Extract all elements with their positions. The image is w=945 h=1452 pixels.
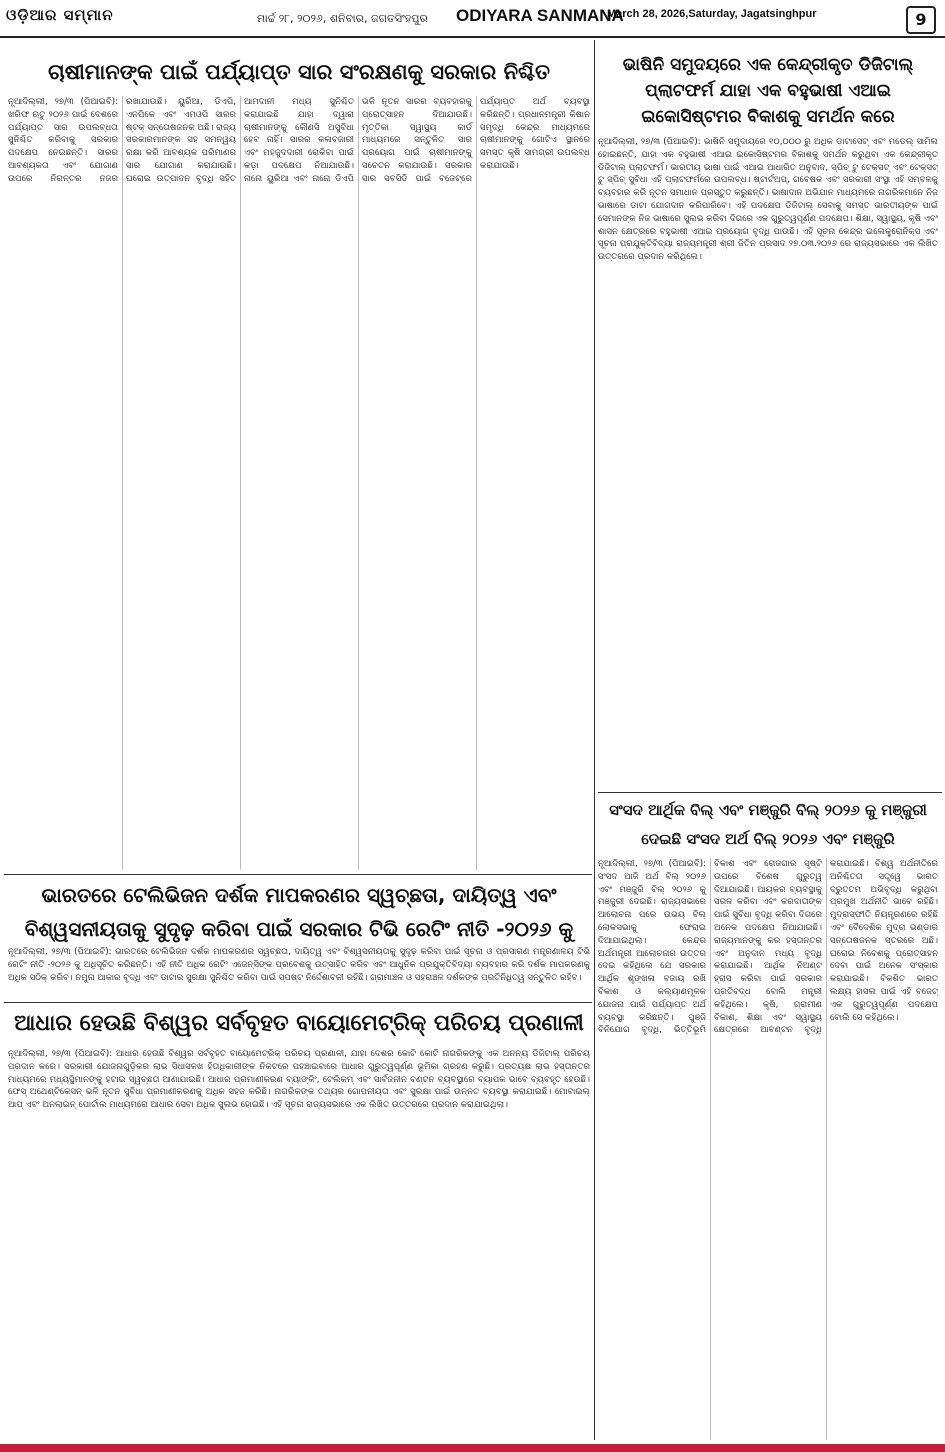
- date-english: March 28, 2026,Saturday, Jagatsinghpur: [607, 8, 817, 20]
- section-divider: [4, 874, 592, 875]
- article-finance-bill-body: ନୂଆଦିଲ୍ଲୀ, ୨୭/୩ (ପିଆଇବି): ସଂସଦ ଆଜି ଅର୍ଥ ବିଲ୍ ୨୦୨୬ ଏବଂ ମଞ୍ଜୁରି ବିଲ୍ ୨୦୨୬ କୁ ମଞ୍ଜୁରୀ ଦେଇଛି। ରାଜ୍ୟସଭାରେ ଆଲୋଚନା ପରେ ଉଭୟ ବିଲ୍ ଲୋକସଭାକୁ ଫେରାଇ ଦିଆଯାଇଥିଲା। କେନ୍ଦ୍ର ଅର୍ଥମନ୍ତ୍ରୀ ଆଲୋଚନାର ଉତ୍ତର ଦେଇ କହିଥିଲେ ଯେ ସରକାର ଆର୍ଥିକ ଶୃଙ୍ଖଳା ବଜାୟ ରଖି ବିକାଶ ଓ କଲ୍ୟାଣମୂଳକ ଯୋଜନା ପାଇଁ ପର୍ଯ୍ୟାପ୍ତ ଅର୍ଥ ବ୍ୟବସ୍ଥା କରିଛନ୍ତି। ପୁଞ୍ଜି ବିନିଯୋଗ ବୃଦ୍ଧି, ଭିତ୍ତିଭୂମି ବିକାଶ ଏବଂ ରୋଜଗାର ସୃଷ୍ଟି ଉପରେ ବିଶେଷ ଗୁରୁତ୍ୱ ଦିଆଯାଇଛି। ଆୟକର ବ୍ୟବସ୍ଥାକୁ ସରଳ କରିବା ଏବଂ କରଦାତାଙ୍କ ପାଇଁ ସୁବିଧା ବୃଦ୍ଧି କରିବା ଦିଗରେ ଅନେକ ପଦକ୍ଷେପ ନିଆଯାଇଛି। ରାଜ୍ୟମାନଙ୍କୁ କର ହସ୍ତାନ୍ତର ଏବଂ ଅନୁଦାନ ମଧ୍ୟ ବୃଦ୍ଧି କରାଯାଇଛି। ଆର୍ଥିକ ନିଅଣ୍ଟ ହ୍ରାସ କରିବା ପାଇଁ ସରକାର ପ୍ରତିବଦ୍ଧ ବୋଲି ମନ୍ତ୍ରୀ କହିଥିଲେ। କୃଷି, ଗ୍ରାମୀଣ ବିକାଶ, ଶିକ୍ଷା ଏବଂ ସ୍ୱାସ୍ଥ୍ୟ କ୍ଷେତ୍ରରେ ଆବଣ୍ଟନ ବୃଦ୍ଧି କରାଯାଇଛି। ବିଶ୍ୱ ଅର୍ଥନୀତିରେ ଅନିଶ୍ଚିତତା ସତ୍ତ୍ୱେ ଭାରତ ଦ୍ରୁତତମ ଅଭିବୃଦ୍ଧି କରୁଥିବା ପ୍ରମୁଖ ଅର୍ଥନୀତି ଭାବେ ରହିଛି। ମୁଦ୍ରାସ୍ଫୀତି ନିୟନ୍ତ୍ରଣରେ ରହିଛି ଏବଂ ବୈଦେଶିକ ମୁଦ୍ରା ଭଣ୍ଡାର ସନ୍ତୋଷଜନକ ସ୍ତରରେ ଅଛି। ଘରୋଇ ନିବେଶକୁ ପ୍ରୋତ୍ସାହନ ଦେବା ପାଇଁ ଅନେକ ସଂସ୍କାର କରାଯାଇଛି। ବିକଶିତ ଭାରତ ଲକ୍ଷ୍ୟ ହାସଲ ପାଇଁ ଏହି ବଜେଟ୍ ଏକ ଗୁରୁତ୍ୱପୂର୍ଣ୍ଣ ପଦକ୍ଷେପ ବୋଲି ସେ କହିଥିଲେ।: [598, 859, 938, 1036]
- article-fertilizer-body: ନୂଆଦିଲ୍ଲୀ, ୨୭/୩ (ପିଆଇବି): ଖରିଫ ଋତୁ ୨୦୨୬ ପାଇଁ ଦେଶରେ ପର୍ଯ୍ୟାପ୍ତ ସାର ଉପଲବ୍ଧତା ସୁନିଶ୍ଚିତ କରିବାକୁ ସରକାର ପଦକ୍ଷେପ ନେଇଛନ୍ତି। ସାରର ଆବଶ୍ୟକତା ଏବଂ ଯୋଗାଣ ଉପରେ ନିରନ୍ତର ନଜର ରଖାଯାଉଛି। ୟୁରିଆ, ଡିଏପି, ଏନପିକେ ଏବଂ ଏମଓପି ସାରର ଷ୍ଟକ୍ ସନ୍ତୋଷଜନକ ଅଛି। ରାଜ୍ୟ ସରକାରମାନଙ୍କ ସହ ସମନ୍ୱୟ ରକ୍ଷା କରି ଆବଶ୍ୟକ ପରିମାଣର ସାର ଯୋଗାଣ କରାଯାଉଛି। ଘରୋଇ ଉତ୍ପାଦନ ବୃଦ୍ଧି ସହିତ ଆମଦାନୀ ମଧ୍ୟ ସୁନିଶ୍ଚିତ କରାଯାଇଛି ଯାହା ଦ୍ୱାରା ଚାଷୀମାନଙ୍କୁ କୌଣସି ଅସୁବିଧା ହେବ ନାହିଁ। ସାରର କଳାବଜାରୀ ଏବଂ ମହଜୁଦଦାରୀ ରୋକିବା ପାଇଁ କଡ଼ା ପଦକ୍ଷେପ ନିଆଯାଉଛି। ନାନୋ ୟୁରିଆ ଏବଂ ନାନୋ ଡିଏପି ଭଳି ନୂତନ ସାରର ବ୍ୟବହାରକୁ ପ୍ରୋତ୍ସାହନ ଦିଆଯାଉଛି। ମୃତ୍ତିକା ସ୍ୱାସ୍ଥ୍ୟ କାର୍ଡ ମାଧ୍ୟମରେ ସନ୍ତୁଳିତ ସାର ପ୍ରୟୋଗ ପାଇଁ ଚାଷୀମାନଙ୍କୁ ସଚେତନ କରାଯାଉଛି। ସରକାର ସାର ସବସିଡି ପାଇଁ ବଜେଟ୍‌ରେ ପର୍ଯ୍ୟାପ୍ତ ଅର୍ଥ ବ୍ୟବସ୍ଥା କରିଛନ୍ତି। ପ୍ରଧାନମନ୍ତ୍ରୀ କିଷାନ ସମୃଦ୍ଧି କେନ୍ଦ୍ର ମାଧ୍ୟମରେ ଚାଷୀମାନଙ୍କୁ ଗୋଟିଏ ସ୍ଥାନରେ ସମସ୍ତ କୃଷି ସାମଗ୍ରୀ ଉପଲବ୍ଧ କରାଯାଉଛି।: [8, 97, 590, 184]
- bottom-bar: [0, 1444, 945, 1452]
- article-tv-rating-body: ନୂଆଦିଲ୍ଲୀ, ୨୭/୩ (ପିଆଇବି): ଭାରତରେ ଟେଲିଭିଜନ ଦର୍ଶକ ମାପକରଣର ସ୍ୱଚ୍ଛତା, ଦାୟିତ୍ୱ ଏବଂ ବିଶ୍ୱସନୀୟତାକୁ ସୁଦୃଢ଼ କରିବା ପାଇଁ ସୂଚନା ଓ ପ୍ରସାରଣ ମନ୍ତ୍ରଣାଳୟ ଟିଭି ରେଟିଂ ନୀତି -୨୦୨୬ କୁ ଅଧିସୂଚିତ କରିଛନ୍ତି। ଏହି ନୀତି ଅଧିକ ରେଟିଂ ଏଜେନ୍ସିଙ୍କ ପ୍ରବେଶକୁ ଉତ୍ସାହିତ କରିବ ଏବଂ ଆଧୁନିକ ପ୍ରଯୁକ୍ତିବିଦ୍ୟା ବ୍ୟବହାର କରି ଦର୍ଶକ ମାପକରଣକୁ ଅଧିକ ସଠିକ୍ କରିବ। ନମୁନା ଆକାର ବୃଦ୍ଧି ଏବଂ ଡାଟାର ସୁରକ୍ଷା ସୁନିଶ୍ଚିତ କରିବା ପାଇଁ ସ୍ପଷ୍ଟ ନିର୍ଦ୍ଦେଶାବଳୀ ରହିଛି। ଗ୍ରାମାଞ୍ଚଳ ଓ ସହରାଞ୍ଚଳ ଦର୍ଶକଙ୍କ ପ୍ରତିନିଧିତ୍ୱ ସନ୍ତୁଳିତ ରହିବ।: [8, 947, 590, 983]
- article-bhashini-body: ନୂଆଦିଲ୍ଲୀ, ୨୭/୩ (ପିଆଇବି): ଭାଷିନି ସମୁଦାୟରେ ୧୦,୦୦୦ ରୁ ଅଧିକ ଡାଟାସେଟ୍ ଏବଂ ମଡେଲ୍ ସାମିଲ ହୋଇଛନ୍ତି, ଯାହା ଏକ ବହୁଭାଷୀ ଏଆଇ ଇକୋସିଷ୍ଟମର ବିକାଶକୁ ସମର୍ଥନ କରୁଥିବା ଏକ କେନ୍ଦ୍ରୀକୃତ ଡିଜିଟାଲ୍ ପ୍ଲାଟଫର୍ମ। ଭାରତୀୟ ଭାଷା ପାଇଁ ଏଆଇ ଆଧାରିତ ଅନୁବାଦ, ସ୍ପିଚ୍ ଟୁ ଟେକ୍ସଟ୍ ଏବଂ ଟେକ୍ସଟ୍ ଟୁ ସ୍ପିଚ୍ ସୁବିଧା ଏହି ପ୍ଲାଟଫର୍ମରେ ଉପଲବ୍ଧ। ଷ୍ଟାର୍ଟଅପ୍, ଗବେଷକ ଏବଂ ସରକାରୀ ସଂସ୍ଥା ଏହି ସମ୍ବଳକୁ ବ୍ୟବହାର କରି ନୂତନ ସମାଧାନ ପ୍ରସ୍ତୁତ କରୁଛନ୍ତି। ଭାଷାଦାନ ଅଭିଯାନ ମାଧ୍ୟମରେ ନାଗରିକମାନେ ନିଜ ଭାଷାରେ ଡାଟା ଯୋଗଦାନ କରିପାରିବେ। ଏହି ପଦକ୍ଷେପ ଡିଜିଟାଲ୍ ସେବାକୁ ସମସ୍ତ ଭାରତୀୟଙ୍କ ପାଇଁ ସେମାନଙ୍କ ନିଜ ଭାଷାରେ ସୁଲଭ କରିବା ଦିଗରେ ଏକ ଗୁରୁତ୍ୱପୂର୍ଣ୍ଣ ପଦକ୍ଷେପ। ଶିକ୍ଷା, ସ୍ୱାସ୍ଥ୍ୟ, କୃଷି ଏବଂ ଶାସନ କ୍ଷେତ୍ରରେ ବହୁଭାଷୀ ଏଆଇ ପ୍ରୟୋଗ ବୃଦ୍ଧି ପାଉଛି। ଏହି ସୂଚନା କେନ୍ଦ୍ର ଇଲେକ୍ଟ୍ରୋନିକ୍ସ ଏବଂ ସୂଚନା ପ୍ରଯୁକ୍ତିବିଦ୍ୟା ରାଜ୍ୟମନ୍ତ୍ରୀ ଶ୍ରୀ ଜିତିନ ପ୍ରସାଦ ୨୭.୦୩.୨୦୨୬ ରେ ରାଜ୍ୟସଭାରେ ଏକ ଲିଖିତ ଉତ୍ତରରେ ପ୍ରଦାନ କରିଥିଲେ।: [598, 137, 938, 263]
- masthead: [0, 0, 945, 38]
- article-aadhaar-body: ନୂଆଦିଲ୍ଲୀ, ୨୭/୩ (ପିଆଇବି): ଆଧାର ହେଉଛି ବିଶ୍ୱର ସର୍ବବୃହତ ବାୟୋମେଟ୍ରିକ୍ ପରିଚୟ ପ୍ରଣାଳୀ, ଯାହା ଦେଶର କୋଟି କୋଟି ନାଗରିକଙ୍କୁ ଏକ ଅନନ୍ୟ ଡିଜିଟାଲ୍ ପରିଚୟ ପ୍ରଦାନ କରେ। ସରକାରୀ ଯୋଜନାଗୁଡ଼ିକର ଲାଭ ସିଧାସଳଖ ହିତାଧିକାରୀଙ୍କ ନିକଟରେ ପହଞ୍ଚାଇବାରେ ଆଧାର ଗୁରୁତ୍ୱପୂର୍ଣ୍ଣ ଭୂମିକା ଗ୍ରହଣ କରୁଛି। ପ୍ରତ୍ୟକ୍ଷ ଲାଭ ହସ୍ତାନ୍ତର ମାଧ୍ୟମରେ ମଧ୍ୟସ୍ଥିମାନଙ୍କୁ ହଟାଇ ସ୍ୱଚ୍ଛତା ଆଣାଯାଇଛି। ଆଧାର ପ୍ରମାଣୀକରଣ ବ୍ୟାଙ୍କିଂ, ଟେଲିକମ୍ ଏବଂ ସାର୍ବଜନୀନ ବଣ୍ଟନ ବ୍ୟବସ୍ଥାରେ ବ୍ୟାପକ ଭାବେ ବ୍ୟବହୃତ ହେଉଛି। ଫେସ୍ ଅଥେଣ୍ଟିକେସନ୍ ଭଳି ନୂତନ ସୁବିଧା ପ୍ରମାଣୀକରଣକୁ ଅଧିକ ସହଜ କରିଛି। ନାଗରିକଙ୍କ ତଥ୍ୟର ଗୋପନୀୟତା ଏବଂ ସୁରକ୍ଷା ପାଇଁ ଉନ୍ନତ ବ୍ୟବସ୍ଥା କରାଯାଇଛି। ମୋବାଇଲ୍ ଆପ୍ ଏବଂ ଅନଲାଇନ୍ ପୋର୍ଟାଲ ମାଧ୍ୟମରେ ଆଧାର ସେବା ଅଧିକ ସୁଲଭ ହୋଇଛି। ଏହି ସୂଚନା ରାଜ୍ୟସଭାରେ ଏକ ଲିଖିତ ଉତ୍ତରରେ ପ୍ରଦାନ କରାଯାଇଥିଲା।: [8, 1049, 590, 1111]
- newspaper-logo: ଓଡ଼ିଆର ସମ୍ମାନ: [6, 6, 114, 24]
- headline-fertilizer: ଚାଷୀମାନଙ୍କ ପାଇଁ ପର୍ଯ୍ୟାପ୍ତ ସାର ସଂରକ୍ଷଣକୁ ସରକାର ନିଶ୍ଚିତ: [47, 60, 551, 84]
- page-number: 9: [906, 6, 936, 34]
- headline-tv-rating: ଭାରତରେ ଟେଲିଭିଜନ ଦର୍ଶକ ମାପକରଣର ସ୍ୱଚ୍ଛତା, ଦାୟିତ୍ୱ ଏବଂ ବିଶ୍ୱସନୀୟତାକୁ ସୁଦୃଢ଼ କରିବା ପାଇଁ ସରକାର ଟିଭି ରେଟିଂ ନୀତି -୨୦୨୬ କୁ: [24, 883, 574, 941]
- column-divider: [594, 40, 595, 1440]
- newspaper-title: ODIYARA SANMANA: [456, 6, 624, 25]
- section-divider: [4, 1002, 592, 1003]
- date-odia: ମାର୍ଚ୍ଚ ୨୮, ୨୦୨୬, ଶନିବାର, ଜଗତସିଂହପୁର: [257, 12, 428, 25]
- headline-aadhaar: ଆଧାର ହେଉଛି ବିଶ୍ୱର ସର୍ବବୃହତ ବାୟୋମେଟ୍ରିକ୍ ପରିଚୟ ପ୍ରଣାଳୀ: [14, 1011, 584, 1036]
- headline-bhashini: ଭାଷିନି ସମୁଦୟରେ ଏକ କେନ୍ଦ୍ରୀକୃତ ଡିଜିଟାଲ୍ ପ୍ଲାଟଫର୍ମ ଯାହା ଏକ ବହୁଭାଷୀ ଏଆଇ ଇକୋସିଷ୍ଟମର ବିକାଶକୁ ସମର୍ଥନ କରେ: [622, 55, 914, 127]
- section-divider: [598, 792, 942, 793]
- headline-finance-bill: ସଂସଦ ଆର୍ଥିକ ବିଲ୍ ଏବଂ ମଞ୍ଜୁରି ବିଲ୍ ୨୦୨୬ କୁ ମଞ୍ଜୁରୀ ଦେଇଛି ସଂସଦ ଅର୍ଥ ବିଲ୍ ୨୦୨୬ ଏବଂ ମଞ୍ଜୁରି: [609, 801, 927, 848]
